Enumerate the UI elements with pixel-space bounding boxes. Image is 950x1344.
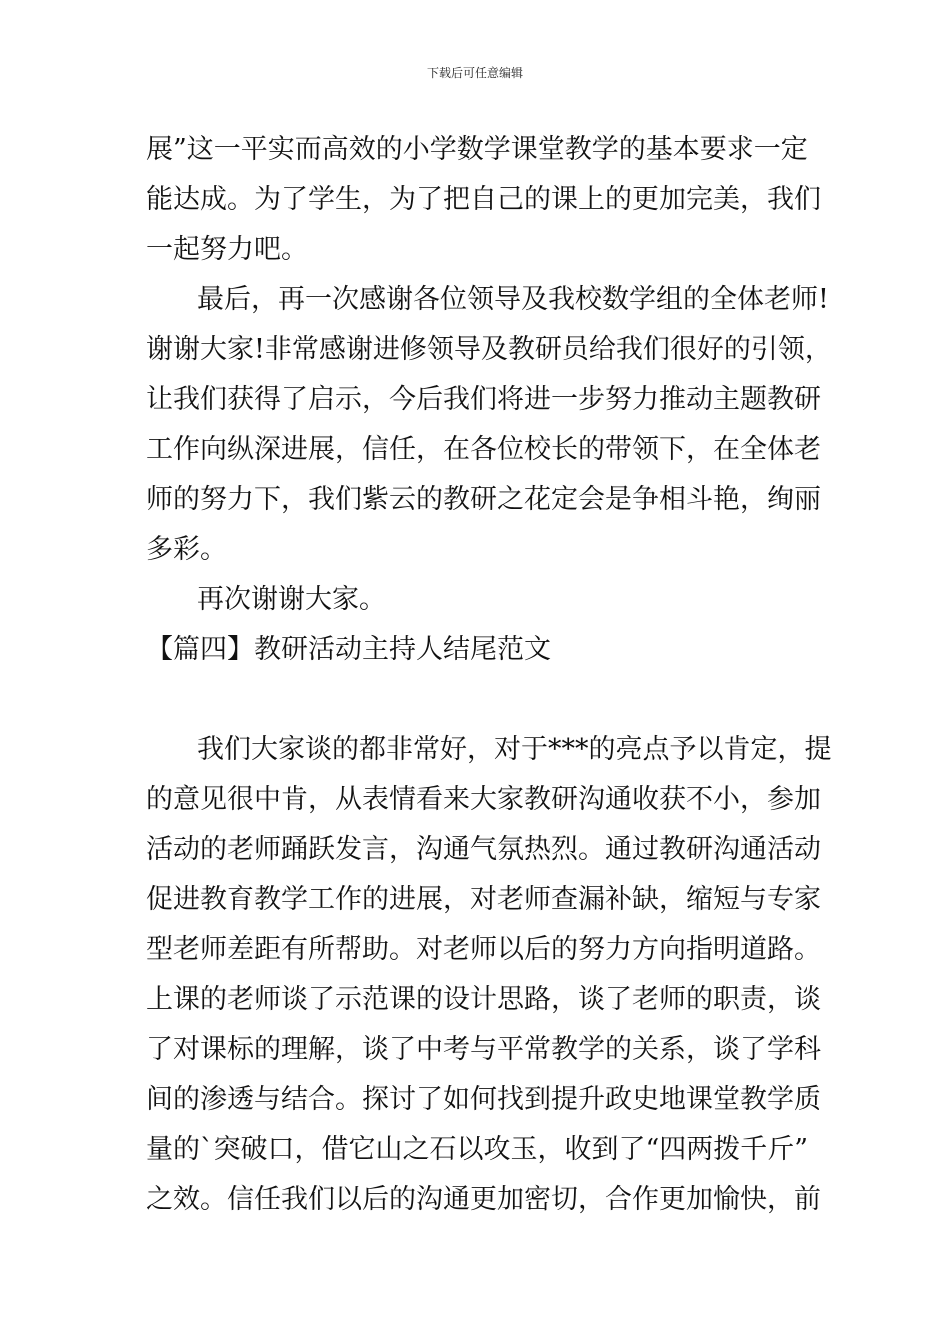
text-line: 活动的老师踊跃发言，沟通气氛热烈。通过教研沟通活动	[146, 834, 821, 865]
text-line: 型老师差距有所帮助。对老师以后的努力方向指明道路。	[146, 934, 821, 965]
paragraph-first-line: 最后，再一次感谢各位领导及我校数学组的全体老师!	[197, 284, 829, 315]
text-line: 一起努力吧。	[146, 234, 308, 265]
text-line: 师的努力下，我们紫云的教研之花定会是争相斗艳，绚丽	[146, 484, 821, 515]
page-header: 下载后可任意编辑	[426, 66, 523, 80]
text-line: 间的渗透与结合。探讨了如何找到提升政史地课堂教学质	[146, 1084, 821, 1115]
text-line: 工作向纵深进展，信任，在各位校长的带领下，在全体老	[146, 434, 821, 465]
paragraph-first-line: 我们大家谈的都非常好，对于***的亮点予以肯定，提	[197, 734, 832, 765]
text-line: 之效。信任我们以后的沟通更加密切，合作更加愉快，前	[146, 1184, 821, 1215]
section-heading: 【篇四】教研活动主持人结尾范文	[146, 634, 551, 665]
text-line: 能达成。为了学生，为了把自己的课上的更加完美，我们	[146, 184, 821, 215]
text-line: 展”这一平实而高效的小学数学课堂教学的基本要求一定	[146, 134, 808, 165]
paragraph-first-line: 再次谢谢大家。	[197, 584, 386, 615]
text-line: 上课的老师谈了示范课的设计思路，谈了老师的职责，谈	[146, 984, 821, 1015]
text-line: 了对课标的理解，谈了中考与平常教学的关系，谈了学科	[146, 1034, 821, 1065]
text-line: 多彩。	[146, 534, 227, 565]
text-line: 促进教育教学工作的进展，对老师查漏补缺，缩短与专家	[146, 884, 821, 915]
text-line: 的意见很中肯，从表情看来大家教研沟通收获不小，参加	[146, 784, 821, 815]
text-line: 谢谢大家!非常感谢进修领导及教研员给我们很好的引领，	[146, 334, 832, 365]
text-line: 让我们获得了启示，今后我们将进一步努力推动主题教研	[146, 384, 821, 415]
text-line: 量的`突破口，借它山之石以攻玉，收到了“四两拨千斤”	[146, 1134, 809, 1165]
